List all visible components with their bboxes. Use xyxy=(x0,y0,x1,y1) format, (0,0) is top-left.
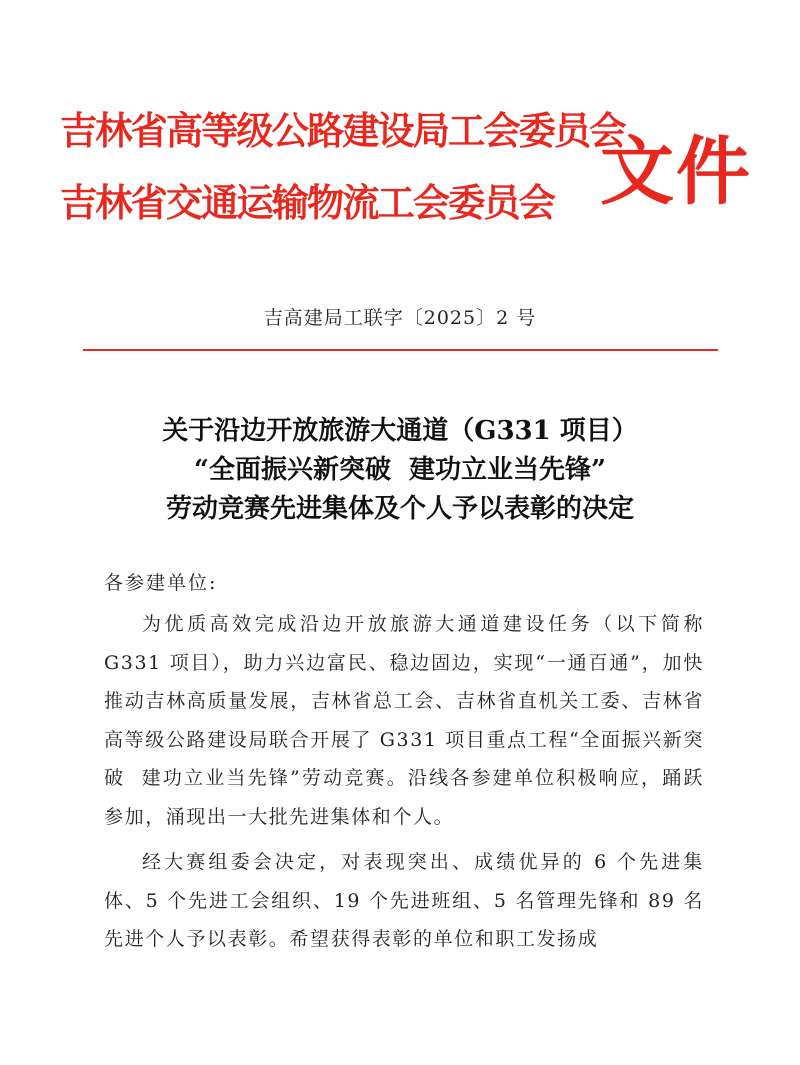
document-body xyxy=(104,605,712,966)
document-word: 文件 xyxy=(600,129,752,215)
document-number: 吉高建局工联字〔2025〕2 号 xyxy=(263,307,537,329)
body-paragraph-1: 为优质高效完成沿边开放旅游大通道建设任务（以下简称 G331 项目），助力兴边富民、稳边固边，实现“一通百通”，加快推动吉林高质量发展，吉林省总工会、吉林省直机关工委、吉林省高等级公路建设局联合开展了 G331 项目重点工程“全面振兴新突破 建功立业当先锋”劳动竞赛。沿线各参建单位积极响应，踊跃参加，涌现出一大批先进集体和个人。 xyxy=(104,613,712,828)
issuer-line-1: 吉林省高等级公路建设局工会委员会 xyxy=(60,109,625,153)
document-title xyxy=(0,412,800,529)
title-line-3: 劳动竞赛先进集体及个人予以表彰的决定 xyxy=(165,494,634,524)
issuer-block xyxy=(60,95,625,239)
body-paragraph-2: 经大赛组委会决定，对表现突出、成绩优异的 6 个先进集体、5 个先进工会组织、19 个先进班组、5 名管理先锋和 89 名先进个人予以表彰。希望获得表彰的单位和职工发扬成 xyxy=(104,851,704,950)
red-divider-line xyxy=(83,349,718,351)
issuer-line-2: 吉林省交通运输物流工会委员会 xyxy=(60,181,554,225)
salutation: 各参建单位: xyxy=(104,572,218,594)
title-line-1: 关于沿边开放旅游大通道（G331 项目） xyxy=(162,416,638,446)
document-header xyxy=(60,95,750,275)
title-line-2: “全面振兴新突破 建功立业当先锋” xyxy=(193,455,606,485)
